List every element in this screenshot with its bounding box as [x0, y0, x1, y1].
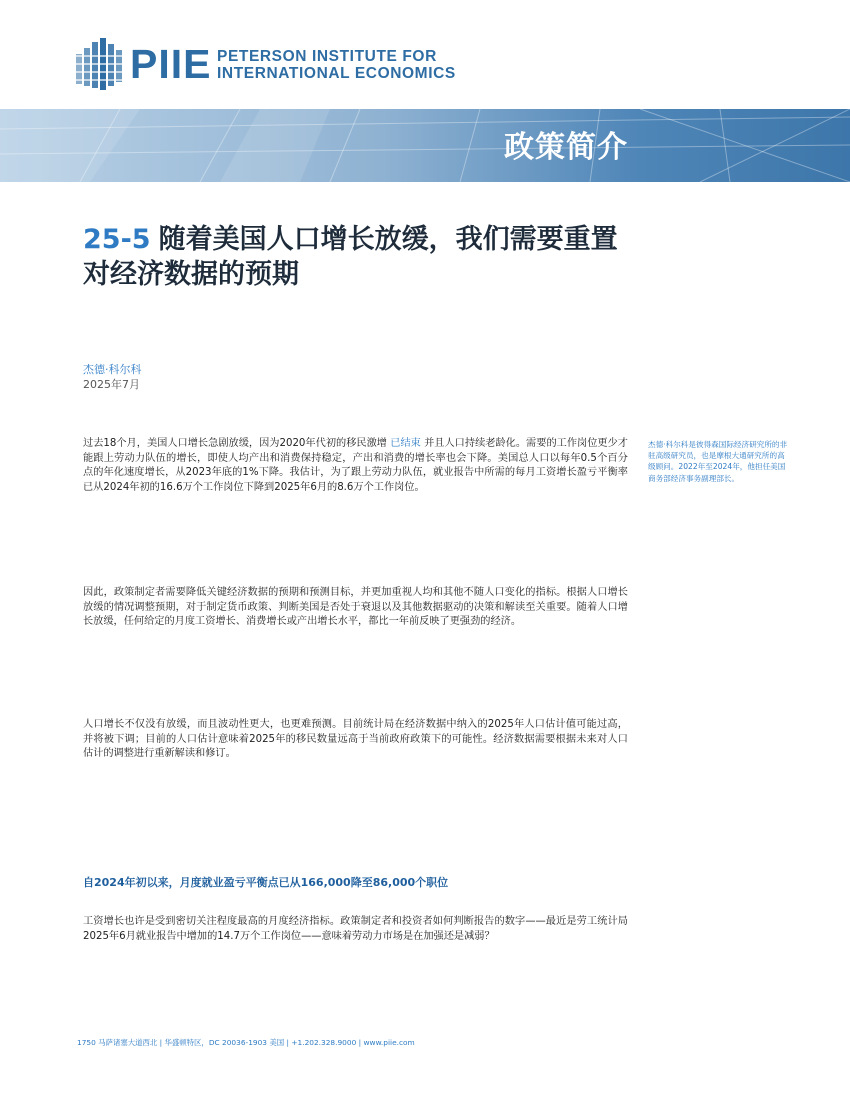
piie-logo-icon [74, 38, 126, 90]
paragraph-4: 工资增长也许是受到密切关注程度最高的月度经济指标。政策制定者和投资者如何判断报告的数字——最近是劳工统计局2025年6月就业报告中增加的14.7万个工作岗位——意味着劳动力市场是在加强还是减弱？ [83, 916, 628, 942]
logo-text[interactable]: PIIE [130, 41, 212, 87]
institute-name-line2: INTERNATIONAL ECONOMICS [217, 65, 456, 82]
publication-date: 2025年7月 [83, 378, 140, 391]
ended-link[interactable]: 已结束 [390, 438, 421, 449]
policy-brief-banner [0, 109, 850, 182]
brief-number: 25-5 [83, 224, 151, 255]
institute-name [217, 48, 456, 82]
author-name[interactable]: 杰德·科尔科 [83, 363, 142, 376]
banner-label: 政策简介 [504, 130, 628, 165]
banner-architecture-graphic [0, 109, 850, 182]
paragraph-1 [83, 437, 628, 495]
institute-name-line1: PETERSON INSTITUTE FOR [217, 48, 437, 65]
paragraph-1-text-b: 并且人口持续老龄化。需要的工作岗位更少才能跟上劳动力队伍的增长，即使人均产出和消费保持稳定，产出和消费的增长率也会下降。美国总人口以每年0.5个百分点的年化速度增长，从2023年底的1%下降。我估计，为了跟上劳动力队伍，就业报告中所需的每月工资增长盈亏平衡率已从2024年初的16.6万个工作岗位下降到2025年6月的8.6万个工作岗位。 [83, 438, 628, 493]
paragraph-2: 因此，政策制定者需要降低关键经济数据的预期和预测目标，并更加重视人均和其他不随人口变化的指标。根据人口增长放缓的情况调整预期，对于制定货币政策、判断美国是否处于衰退以及其他数据驱动的决策和解读至关重要。随着人口增长放缓，任何给定的月度工资增长、消费增长或产出增长水平，都比一年前反映了更强劲的经济。 [83, 587, 628, 628]
author-bio: 杰德·科尔科是彼得森国际经济研究所的非驻高级研究员，也是摩根大通研究所的高级顾问。2022年至2024年，他担任美国商务部经济事务副理部长。 [648, 440, 788, 483]
section-heading: 自2024年初以来，月度就业盈亏平衡点已从166,000降至86,000个职位 [83, 876, 449, 889]
paragraph-3: 人口增长不仅没有放缓，而且波动性更大，也更难预测。目前统计局在经济数据中纳入的2025年人口估计值可能过高，并将被下调；目前的人口估计意味着2025年的移民数量远高于当前政府政策下的可能性。经济数据需要根据未来对人口估计的调整进行重新解读和修订。 [83, 719, 628, 760]
brief-title: 随着美国人口增长放缓，我们需要重置对经济数据的预期 [83, 224, 618, 290]
page-title [83, 222, 643, 292]
footer-address: 1750 马萨诸塞大道西北 | 华盛顿特区，DC 20036-1903 美国 | +1.202.328.9000 | www.piie.com [77, 1038, 415, 1047]
paragraph-1-text-a: 过去18个月，美国人口增长急剧放缓，因为2020年代初的移民激增 [83, 438, 387, 449]
